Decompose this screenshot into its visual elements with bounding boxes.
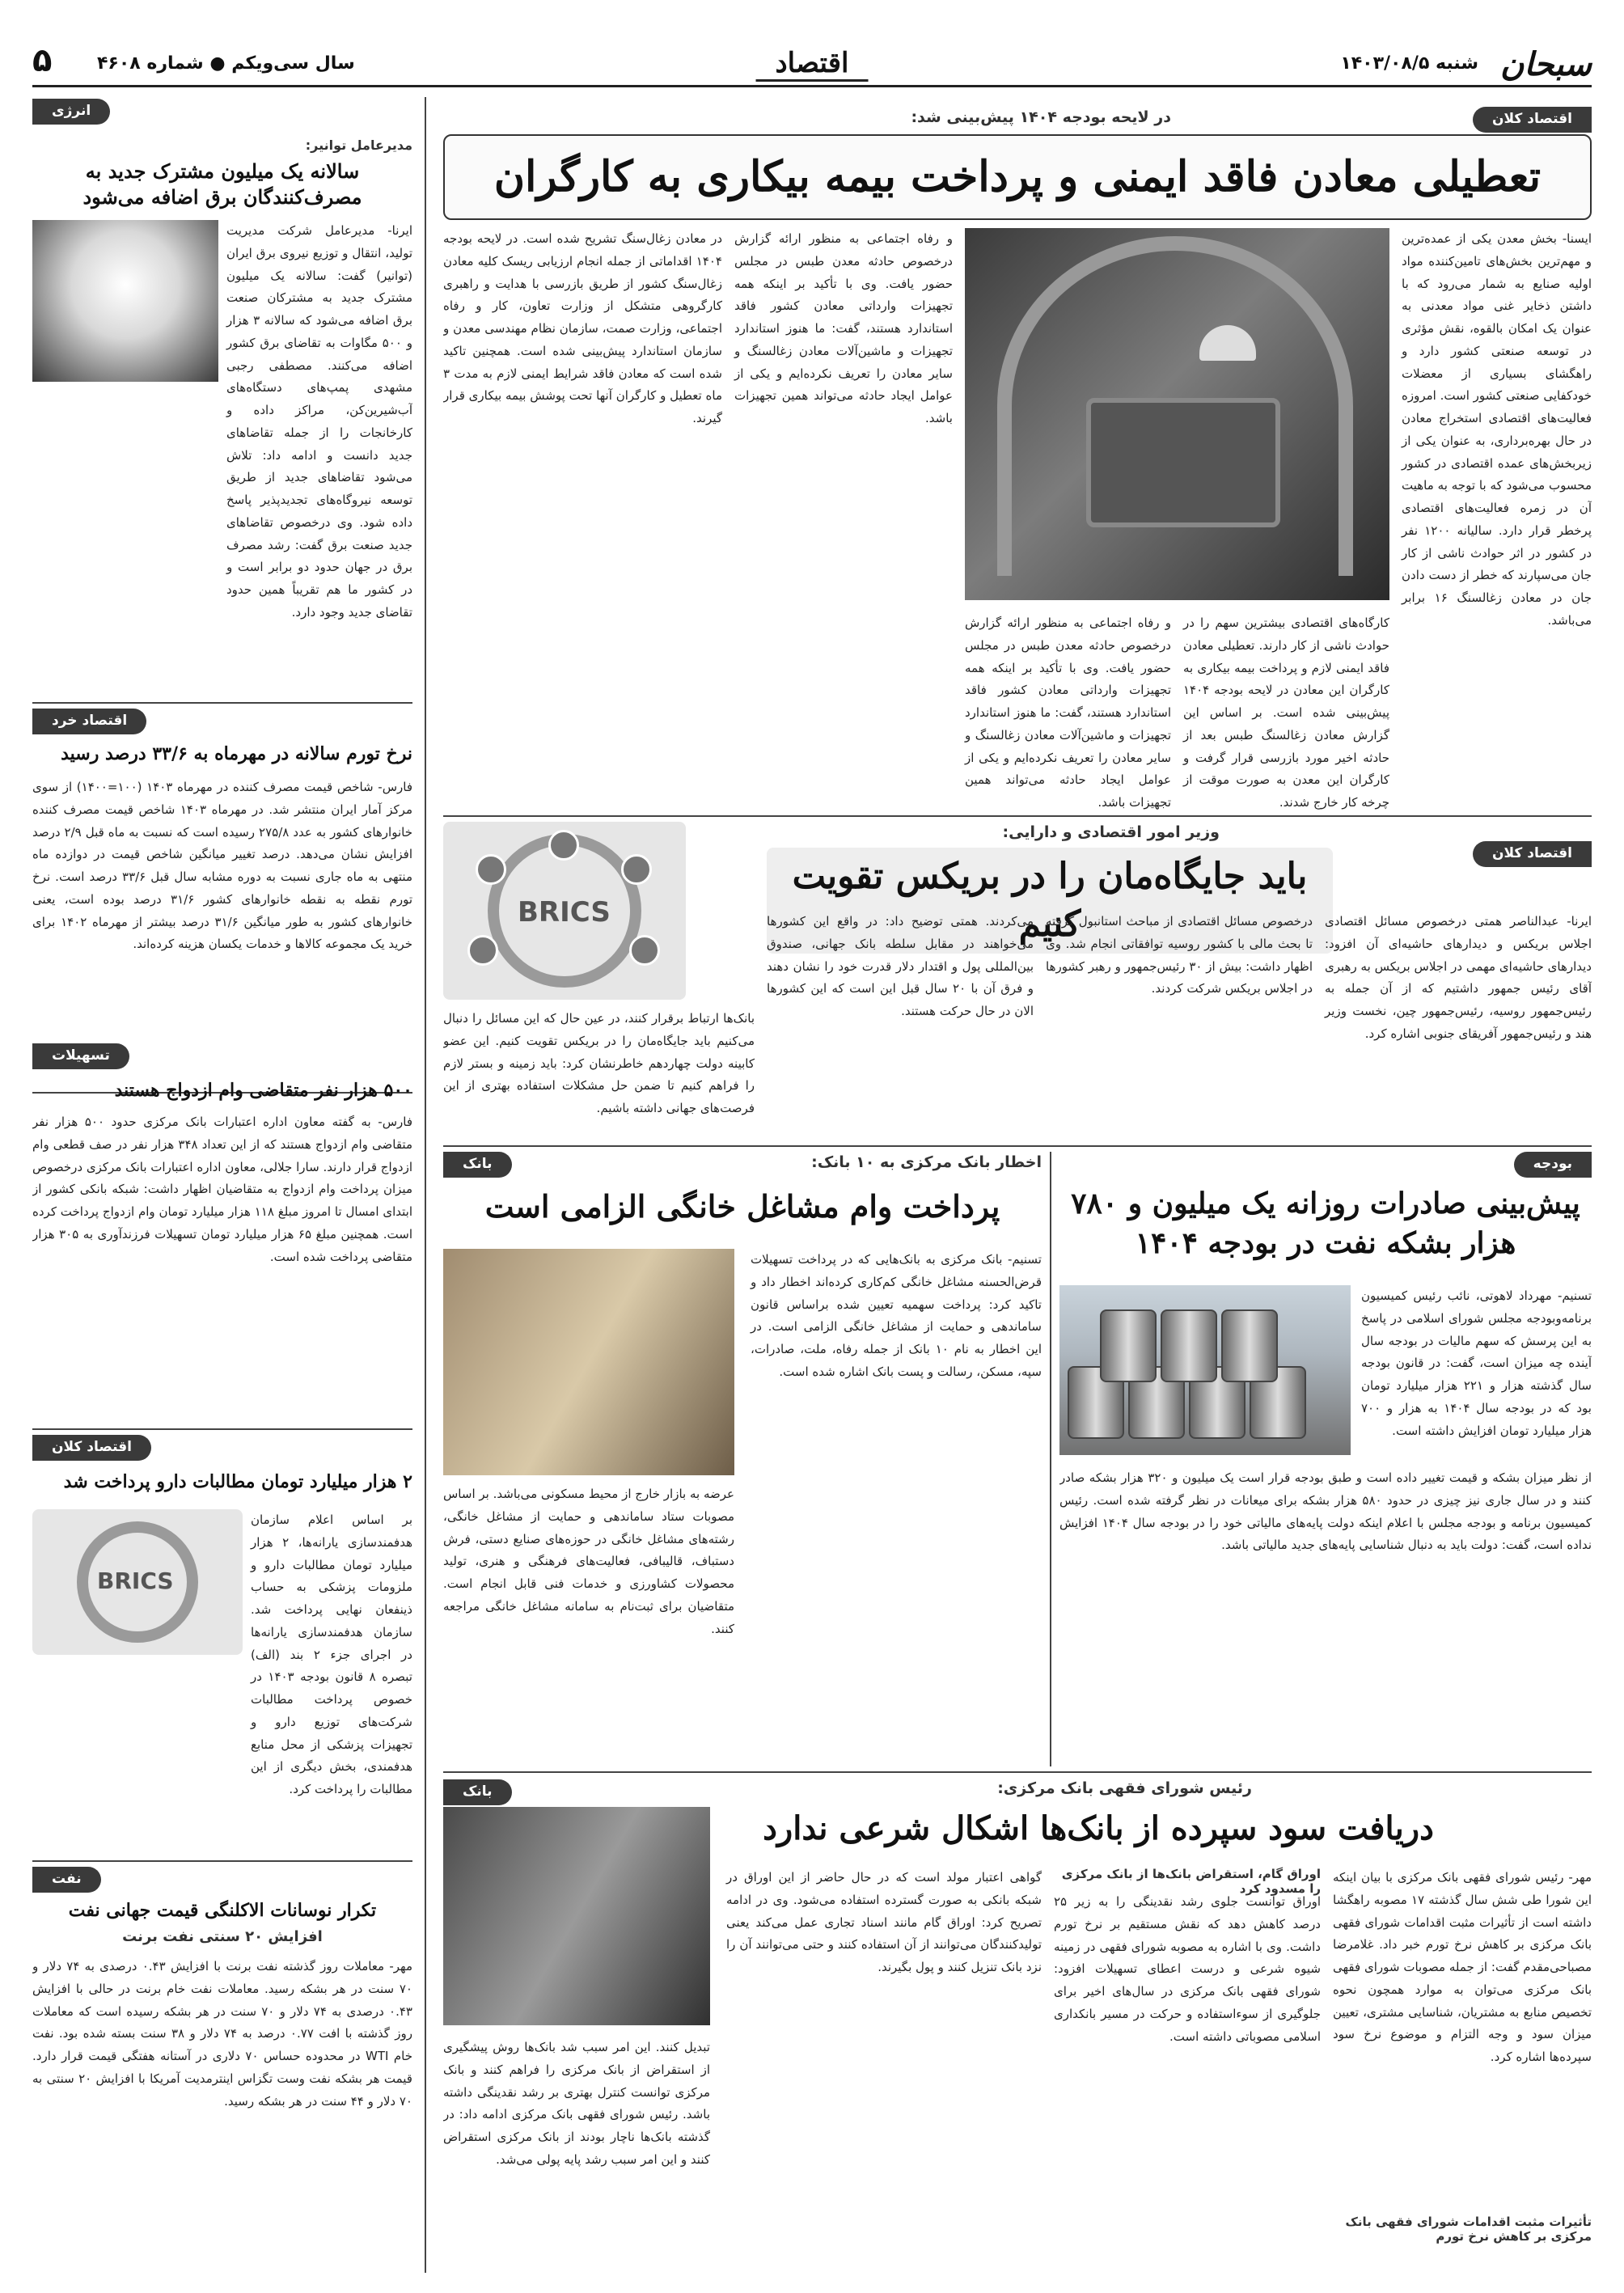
lead-column-2: کارگاه‌های اقتصادی بیشترین سهم را در حوادث ناشی از کار دارند. تعطیلی معادن فاقد ایمنی لازم و پرداخت بیمه بیکاری به کارگران این معادن در لایحه بودجه ۱۴۰۴ پیش‌بینی شده است. بر اساس این گزارش معادن زغالسنگ طبس بعد از حادثه اخیر مورد بازرسی قرار گرفت و کارگران این معدن به صورت موقت از چرخه کار خارج شدند.: [1183, 616, 1389, 810]
deposit-section-tag: بانک: [443, 1779, 512, 1805]
sidebar-medicine-story: [32, 1435, 412, 1855]
oilprice-section-tag: نفت: [32, 1867, 101, 1893]
sidebar-divider-3: [32, 1428, 412, 1430]
oil-column-1: تسنیم- مهرداد لاهوتی، نائب رئیس کمیسیون برنامه‌وبودجه مجلس شورای اسلامی در پاسخ به این پرسش که سهم مالیات در بودجه سال آینده چه میزان است، گفت: در قانون بودجه سال گذشته هزار و ۲۲۱ هزار میلیارد تومان بود که در بودجه سال ۱۴۰۴ به هزار و ۷۰۰ هزار میلیارد تومان افزایش داشته است.: [1361, 1288, 1592, 1438]
marriage-section-tag: تسهیلات: [32, 1043, 129, 1069]
weaving-photo: [443, 1249, 734, 1475]
brics-column-1: ایرنا- عبدالناصر همتی درخصوص مسائل اقتصادی اجلاس بریکس و دیدارهای حاشیه‌ای آن افزود: دیدارهای حاشیه‌ای مهمی در اجلاس بریکس به رهبری آقای رئیس جمهور داشتیم که از آن جمله به رئیس‌جمهور روسیه، رئیس‌جمهور چین، نخست وزیر هند و رئیس‌جمهور آفریقای جنوبی اشاره کرد.: [1325, 914, 1592, 1041]
masthead: [32, 42, 1592, 87]
issue-date: شنبه ۱۴۰۳/۰۸/۵: [1340, 53, 1478, 74]
energy-kicker: مدیرعامل توانیر:: [305, 137, 412, 153]
deposit-column-3: گواهی اعتبار مولد است که در حال حاضر از این اوراق در شبکه بانکی به صورت گسترده استفاده می‌شود. وی در ادامه تصریح کرد: اوراق گام مانند اسناد تجاری عمل می‌کند یعنی تولیدکنندگان می‌توانند از آن استفاده کنند و حتی می‌توانند آن را نزد بانک تنزیل کنند و پول بگیرند.: [726, 1870, 1042, 1974]
brics-logo-text: BRICS: [518, 896, 611, 929]
khanegi-column-1: تسنیم- بانک مرکزی به بانک‌هایی که در پرداخت تسهیلات قرض‌الحسنه مشاغل خانگی کم‌کاری کرده‌اند اخطار داد و تاکید کرد: پرداخت سهمیه تعیین شده براساس قانون ساماندهی و حمایت از مشاغل خانگی الزامی است. در این اخطار به نام ۱۰ بانک از جمله رفاه، ملت، صادرات، سپه، مسکن، رسالت و پست بانک اشاره شده است.: [751, 1252, 1042, 1379]
energy-headline: سالانه یک میلیون مشترک جدید به مصرف‌کنندگان برق اضافه می‌شود: [82, 159, 362, 209]
deposit-headline: دریافت سود سپرده از بانک‌ها اشکال شرعی ندارد: [763, 1809, 1434, 1847]
inflation-body: فارس- شاخص قیمت مصرف کننده در مهرماه ۱۴۰۳ (۱۰۰=۱۴۰۰) از سوی مرکز آمار ایران منتشر شد. در مهرماه ۱۴۰۳ شاخص قیمت مصرف کننده خانوارهای کشور به عدد ۲۷۵/۸ رسیده است که نسبت به ماه قبل ۲/۹ درصد افزایش نشان می‌دهد. درصد تغییر میانگین شاخص قیمت در دوازده ماه منتهی به ماه جاری نسبت به دوره مشابه سال قبل ۳۳/۶ درصد است. نرخ تورم نقطه به نقطه خانوارهای کشور ۳۱/۶ درصد بوده است، یعنی خانوارهای کشور به طور میانگین ۳۱/۶ درصد بیشتر از مهرماه ۱۴۰۲ برای خرید یک مجموعه کالاها و خدمات یکسان هزینه کرده‌اند.: [32, 780, 412, 952]
khanegi-kicker: اخطار بانک مرکزی به ۱۰ بانک:: [811, 1153, 1042, 1171]
khanegi-column-2: عرضه به بازار خارج از محیط مسکونی می‌باشد. بر اساس مصوبات ستاد ساماندهی و حمایت از مشاغل خانگی، رشته‌های مشاغل خانگی در حوزه‌های صنایع دستی، فرش دستباف، قالیبافی، فعالیت‌های فرهنگی و هنری، تولید محصولات کشاورزی و خدمات فنی قابل انجام است. متقاضیان برای ثبت‌نام به سامانه مشاغل خانگی مراجعه کنند.: [443, 1487, 734, 1636]
mid-bottom-divider: [443, 1771, 1592, 1773]
oil-section-tag: بودجه: [1514, 1152, 1592, 1178]
sidebar-energy-story: [32, 99, 412, 697]
lead-column-3: و رفاه اجتماعی به منظور ارائه گزارش درخصوص حادثه معدن طبس در مجلس حضور یافت. وی با تأکید بر اینکه همه تجهیزات وارداتی معادن کشور فاقد استاندارد هستند، گفت: ما هنوز استاندارد تجهیزات و ماشین‌آلات معادن زغالسنگ و سایر معادن را تعریف نکرده‌ایم و یکی از عوامل ایجاد حادثه می‌تواند همین تجهیزات باشد.: [734, 231, 953, 425]
medicine-headline: ۲ هزار میلیارد تومان مطالبات دارو پرداخت شد: [63, 1471, 412, 1492]
lead-column-1: ایسنا- بخش معدن یکی از عمده‌ترین و مهم‌ترین بخش‌های تامین‌کننده مواد اولیه صنایع به شمار می‌رود که با داشتن ذخایر غنی مواد معدنی به عنوان یک امکان بالقوه، نقش مؤثری در توسعه صنعتی کشور دارد و راهگشای بسیاری از معضلات خودکفایی صنعتی کشور است. امروزه فعالیت‌های اقتصادی استخراج معادن در حال بهره‌برداری، به عنوان یکی از زیربخش‌های عمده اقتصادی در کشور محسوب می‌شود که با توجه به ماهیت آن در زمره فعالیت‌های اقتصادی پرخطر قرار دارد. سالیانه ۱۲۰۰ نفر در کشور در اثر حوادث ناشی از کار جان می‌سپارند که خطر از دست دادن جان در معادن زغالسنگ ۱۶ برابر می‌باشد.: [1402, 231, 1592, 628]
deposit-column-1: مهر- رئیس شورای فقهی بانک مرکزی با بیان اینکه این شورا طی شش سال گذشته ۱۷ مصوبه راهگشا داشته است از تأثیرات مثبت اقدامات شورای فقهی بانک مرکزی بر کاهش نرخ تورم خبر داد. غلامرضا مصباحی‌مقدم گفت: از جمله مصوبات شورای فقهی بانک مرکزی می‌توان به موارد همچون نحوه تخصیص منابع به مشتریان، شناسایی مشتری، تعیین میزان سود و وجه التزام و موضوع نرخ سود سپرده‌ها اشاره کرد.: [1333, 1870, 1592, 2064]
sidebar-divider: [425, 97, 426, 2273]
oilprice-body: مهر- معاملات روز گذشته نفت برنت با افزایش ۰.۴۳ درصدی به ۷۴ دلار و ۷۰ سنت در هر بشکه رسید. معاملات نفت خام برنت در حالی با افزایش ۰.۴۳ درصدی به ۷۴ دلار و ۷۰ سنت در هر بشکه رسیده است که معاملات روز گذشته با افت ۰.۷۷ درصد به ۷۴ دلار و ۳۸ سنت بسته شده بود. نفت خام WTI در محدوده حساس ۷۰ دلاری در آستانه هفتگی قیمت قرار دارد. قیمت هر بشکه نفت وست تگزاس اینترمدیت آمریکا با افزایش ۲۰ سنتی به ۷۰ دلار و ۴۴ سنت در هر بشکه رسید.: [32, 1959, 412, 2109]
marriage-headline: ۵۰۰ هزار نفر متقاضی وام ازدواج هستند: [114, 1080, 412, 1101]
lead-kicker: در لایحه بودجه ۱۴۰۴ پیش‌بینی شد:: [911, 108, 1171, 126]
oil-headline: پیش‌بینی صادرات روزانه یک میلیون و ۷۸۰ هزار بشکه نفت در بودجه ۱۴۰۴: [1071, 1187, 1580, 1260]
oilprice-headline: تکرار نوسانات الاکلنگی قیمت جهانی نفت: [68, 1900, 377, 1921]
sidebar-marriage-story: [32, 1043, 412, 1424]
deposit-subhead-2: تأثیرات مثبت اقدامات شورای فقهی بانک مرکزی بر کاهش نرخ تورم: [1345, 2215, 1592, 2244]
inflation-section-tag: اقتصاد خرد: [32, 709, 146, 734]
issue-number: سال سی‌ویکم ● شماره ۴۶۰۸: [97, 53, 355, 74]
section-title: اقتصاد: [756, 47, 869, 82]
brics-column-3: می‌کردند. همتی توضیح داد: در واقع این کشورها می‌خواهند در مقابل سلطه بانک جهانی، صندوق بین‌المللی پول و اقتدار دلار قدرت خود را نشان دهند و فرق آن با ۲۰ سال قبل این است که این کشورها الان در حال حرکت هستند.: [767, 914, 1034, 1018]
oil-column-2: از نظر میزان بشکه و قیمت تغییر داده است و طبق بودجه قرار است یک میلیون و ۳۲۰ هزار بشکه صادر کنند و در سال جاری نیز چیزی در حدود ۵۸۰ هزار بشکه برای میعانات در نظر گرفته شده است. رئیس کمیسیون برنامه و بودجه مجلس با اعلام اینکه دولت پایه‌های مالیاتی خود را در بودجه سال ۱۴۰۴ افزایش نداده است، گفت: دولت باید به دنبال شناسایی پایه‌های جدید مالیاتی باشد.: [1059, 1470, 1592, 1553]
sidebar-divider-4: [32, 1860, 412, 1862]
marriage-body: فارس- به گفته معاون اداره اعتبارات بانک مرکزی حدود ۵۰۰ هزار نفر متقاضی وام ازدواج هستند که از این تعداد ۳۴۸ هزار نفر در صف قطعی وام ازدواج قرار دارند. سارا جلالی، معاون اداره اعتبارات بانک مرکزی درخصوص میزان پرداخت وام ازدواج به متقاضیان اظهار داشت: شبکه بانکی کشور از ابتدای امسال تا امروز مبلغ ۱۱۸ هزار میلیارد تومان وام ازدواج پرداخت کرده است. همچنین مبلغ ۶۵ هزار میلیارد تومان تسهیلات فرزندآوری به ۳۰۵ هزار متقاضی پرداخت شده است.: [32, 1115, 412, 1264]
deposit-profit-story: [443, 1778, 1592, 2271]
brics-headline: باید جایگاه‌مان را در بریکس تقویت کنیم: [767, 848, 1333, 954]
oil-budget-story: [1059, 1152, 1592, 1766]
brics-column-4: بانک‌ها ارتباط برقرار کنند، در عین حال که این مسائل را دنبال می‌کنیم باید جایگاه‌مان را در بریکس تقویت کنیم. این عضو کابینه دولت چهاردهم خاطرنشان کرد: باید زمینه و بستر لازم را فراهم کنیم تا ضمن حل مشکلات استفاده بهتری از این فرصت‌های جهانی داشته باشیم.: [443, 1011, 755, 1115]
sidebar-inflation-story: [32, 709, 412, 1089]
lead-mine-photo: [965, 228, 1389, 600]
oil-barrels-photo: [1059, 1285, 1351, 1455]
medicine-section-tag: اقتصاد کلان: [32, 1435, 151, 1461]
page-number: ۵: [32, 42, 53, 79]
lead-story: [443, 99, 1592, 810]
energy-body: ایرنا- مدیرعامل شرکت مدیریت تولید، انتقال و توزیع نیروی برق ایران (توانیر) گفت: سالانه یک میلیون مشترک جدید به مشترکان صنعت برق اضافه می‌شود که سالانه ۳ هزار و ۵۰۰ مگاوات به تقاضای برق کشور اضافه می‌کنند. مصطفی رجبی مشهدی پمپ‌های دستگاه‌های آب‌شیرین‌کن، مراکز داده و کارخانجات را از جمله تقاضاهای جدید دانست و ادامه داد: تلاش می‌شود تقاضاهای جدید از طریق توسعه نیروگاه‌های تجدیدپذیر پاسخ داده شود. وی درخصوص تقاضاهای جدید صنعت برق گفت: رشد مصرف برق در جهان حدود دو برابر است و در کشور ما هم تقریباً همین حدود تقاضای جدید وجود دارد.: [226, 223, 412, 620]
sidebar-oilprice-story: [32, 1867, 412, 2271]
brics-bottom-divider: [443, 1145, 1592, 1147]
lead-column-2b: و رفاه اجتماعی به منظور ارائه گزارش درخصوص حادثه معدن طبس در مجلس حضور یافت. وی با تأکید بر اینکه همه تجهیزات وارداتی معادن کشور فاقد استاندارد هستند، گفت: ما هنوز استاندارد تجهیزات و ماشین‌آلات معادن زغالسنگ و سایر معادن را تعریف نکرده‌ایم و یکی از عوامل ایجاد حادثه می‌تواند همین تجهیزات باشد.: [965, 616, 1171, 810]
brics-story: [443, 822, 1592, 1141]
khanegi-headline: پرداخت وام مشاغل خانگی الزامی است: [484, 1188, 1000, 1225]
brics-section-tag: اقتصاد کلان: [1473, 841, 1592, 867]
home-business-story: [443, 1152, 1042, 1766]
deposit-column-4: تبدیل کنند. این امر سبب شد بانک‌ها روش پیشگیری از استقراض از بانک مرکزی را فراهم کنند و بانک مرکزی توانست کنترل بهتری بر رشد نقدینگی داشته باشد. رئیس شورای فقهی بانک مرکزی ادامه داد: در گذشته بانک‌ها ناچار بودند از بانک مرکزی استقراض کنند و این امر سبب رشد پایه پولی می‌شد.: [443, 2040, 710, 2167]
oil-side-divider: [1050, 1152, 1051, 1766]
brics-kicker: وزیر امور اقتصادی و دارایی:: [1002, 823, 1220, 841]
medicine-logo-text: BRICS: [97, 1567, 174, 1594]
lead-bottom-divider: [443, 815, 1592, 817]
oilprice-subhead: افزایش ۲۰ سنتی نفت برنت: [122, 1928, 323, 1945]
khanegi-section-tag: بانک: [443, 1152, 512, 1178]
lead-column-4: در معادن زغال‌سنگ تشریح شده است. در لایحه بودجه ۱۴۰۴ اقداماتی از جمله انجام ارزیابی ریسک کلیه معادن زغال‌سنگ کشور از طریق بازرسی با هدایت و راهبری کارگروهی متشکل از وزارت تعاون، کار و رفاه اجتماعی، وزارت صمت، سازمان نظام مهندسی معدن و سازمان استاندارد پیش‌بینی شده است. همچنین تاکید شده است که معادن فاقد شرایط ایمنی لازم به مدت ۳ ماه تعطیل و کارگران آنها تحت پوشش بیمه بیکاری قرار گیرند.: [443, 231, 722, 425]
newspaper-logo: سبحان: [1500, 45, 1592, 83]
brics-logo-image: [443, 822, 686, 1000]
brics-column-2: درخصوص مسائل اقتصادی از مباحث استانبول گرفته تا بحث مالی با کشور روسیه توافقاتی انجام شد. وی اظهار داشت: بیش از ۳۰ رئیس‌جمهور و رهبر کشورها در اجلاس بریکس شرکت کردند.: [1046, 914, 1313, 996]
deposit-subhead-1: اوراق گام، استقراض بانک‌ها از بانک مرکزی را مسدود کرد: [1061, 1867, 1321, 1896]
deposit-column-2: اوراق توانست جلوی رشد نقدینگی را به زیر ۲۵ درصد کاهش دهد که نقش مستقیم بر نرخ تورم داشت. وی با اشاره به مصوبه شورای فقهی در زمینه شیوه شرعی و درست اعطای تسهیلات افزود: شورای فقهی بانک مرکزی در سال‌های اخیر برای جلوگیری از سوءاستفاده و حرکت در مسیر بانکداری اسلامی مصوباتی داشته است.: [1054, 1894, 1321, 2044]
medicine-body: بر اساس اعلام سازمان هدفمندسازی یارانه‌ها، ۲ هزار میلیارد تومان مطالبات دارو و ملزومات پزشکی به حساب ذینفعان نهایی پرداخت شد. سازمان هدفمندسازی یارانه‌ها در اجرای جزء ۲ بند (الف) تبصره ۸ قانون بودجه ۱۴۰۳ در خصوص پرداخت مطالبات شرکت‌های توزیع دارو و تجهیزات پزشکی از محل منابع هدفمندی، بخش دیگری از این مطالبات را پرداخت کرد.: [251, 1512, 412, 1796]
lead-headline: تعطیلی معادن فاقد ایمنی و پرداخت بیمه بیکاری به کارگران: [443, 134, 1592, 220]
bank-counter-photo: [443, 1807, 710, 2025]
energy-section-tag: انرژی: [32, 99, 110, 125]
deposit-kicker: رئیس شورای فقهی بانک مرکزی:: [997, 1779, 1252, 1797]
inflation-headline: نرخ تورم سالانه در مهرماه به ۳۳/۶ درصد رسید: [61, 743, 412, 764]
sidebar-divider-1: [32, 702, 412, 704]
lead-section-tag: اقتصاد کلان: [1473, 107, 1592, 133]
